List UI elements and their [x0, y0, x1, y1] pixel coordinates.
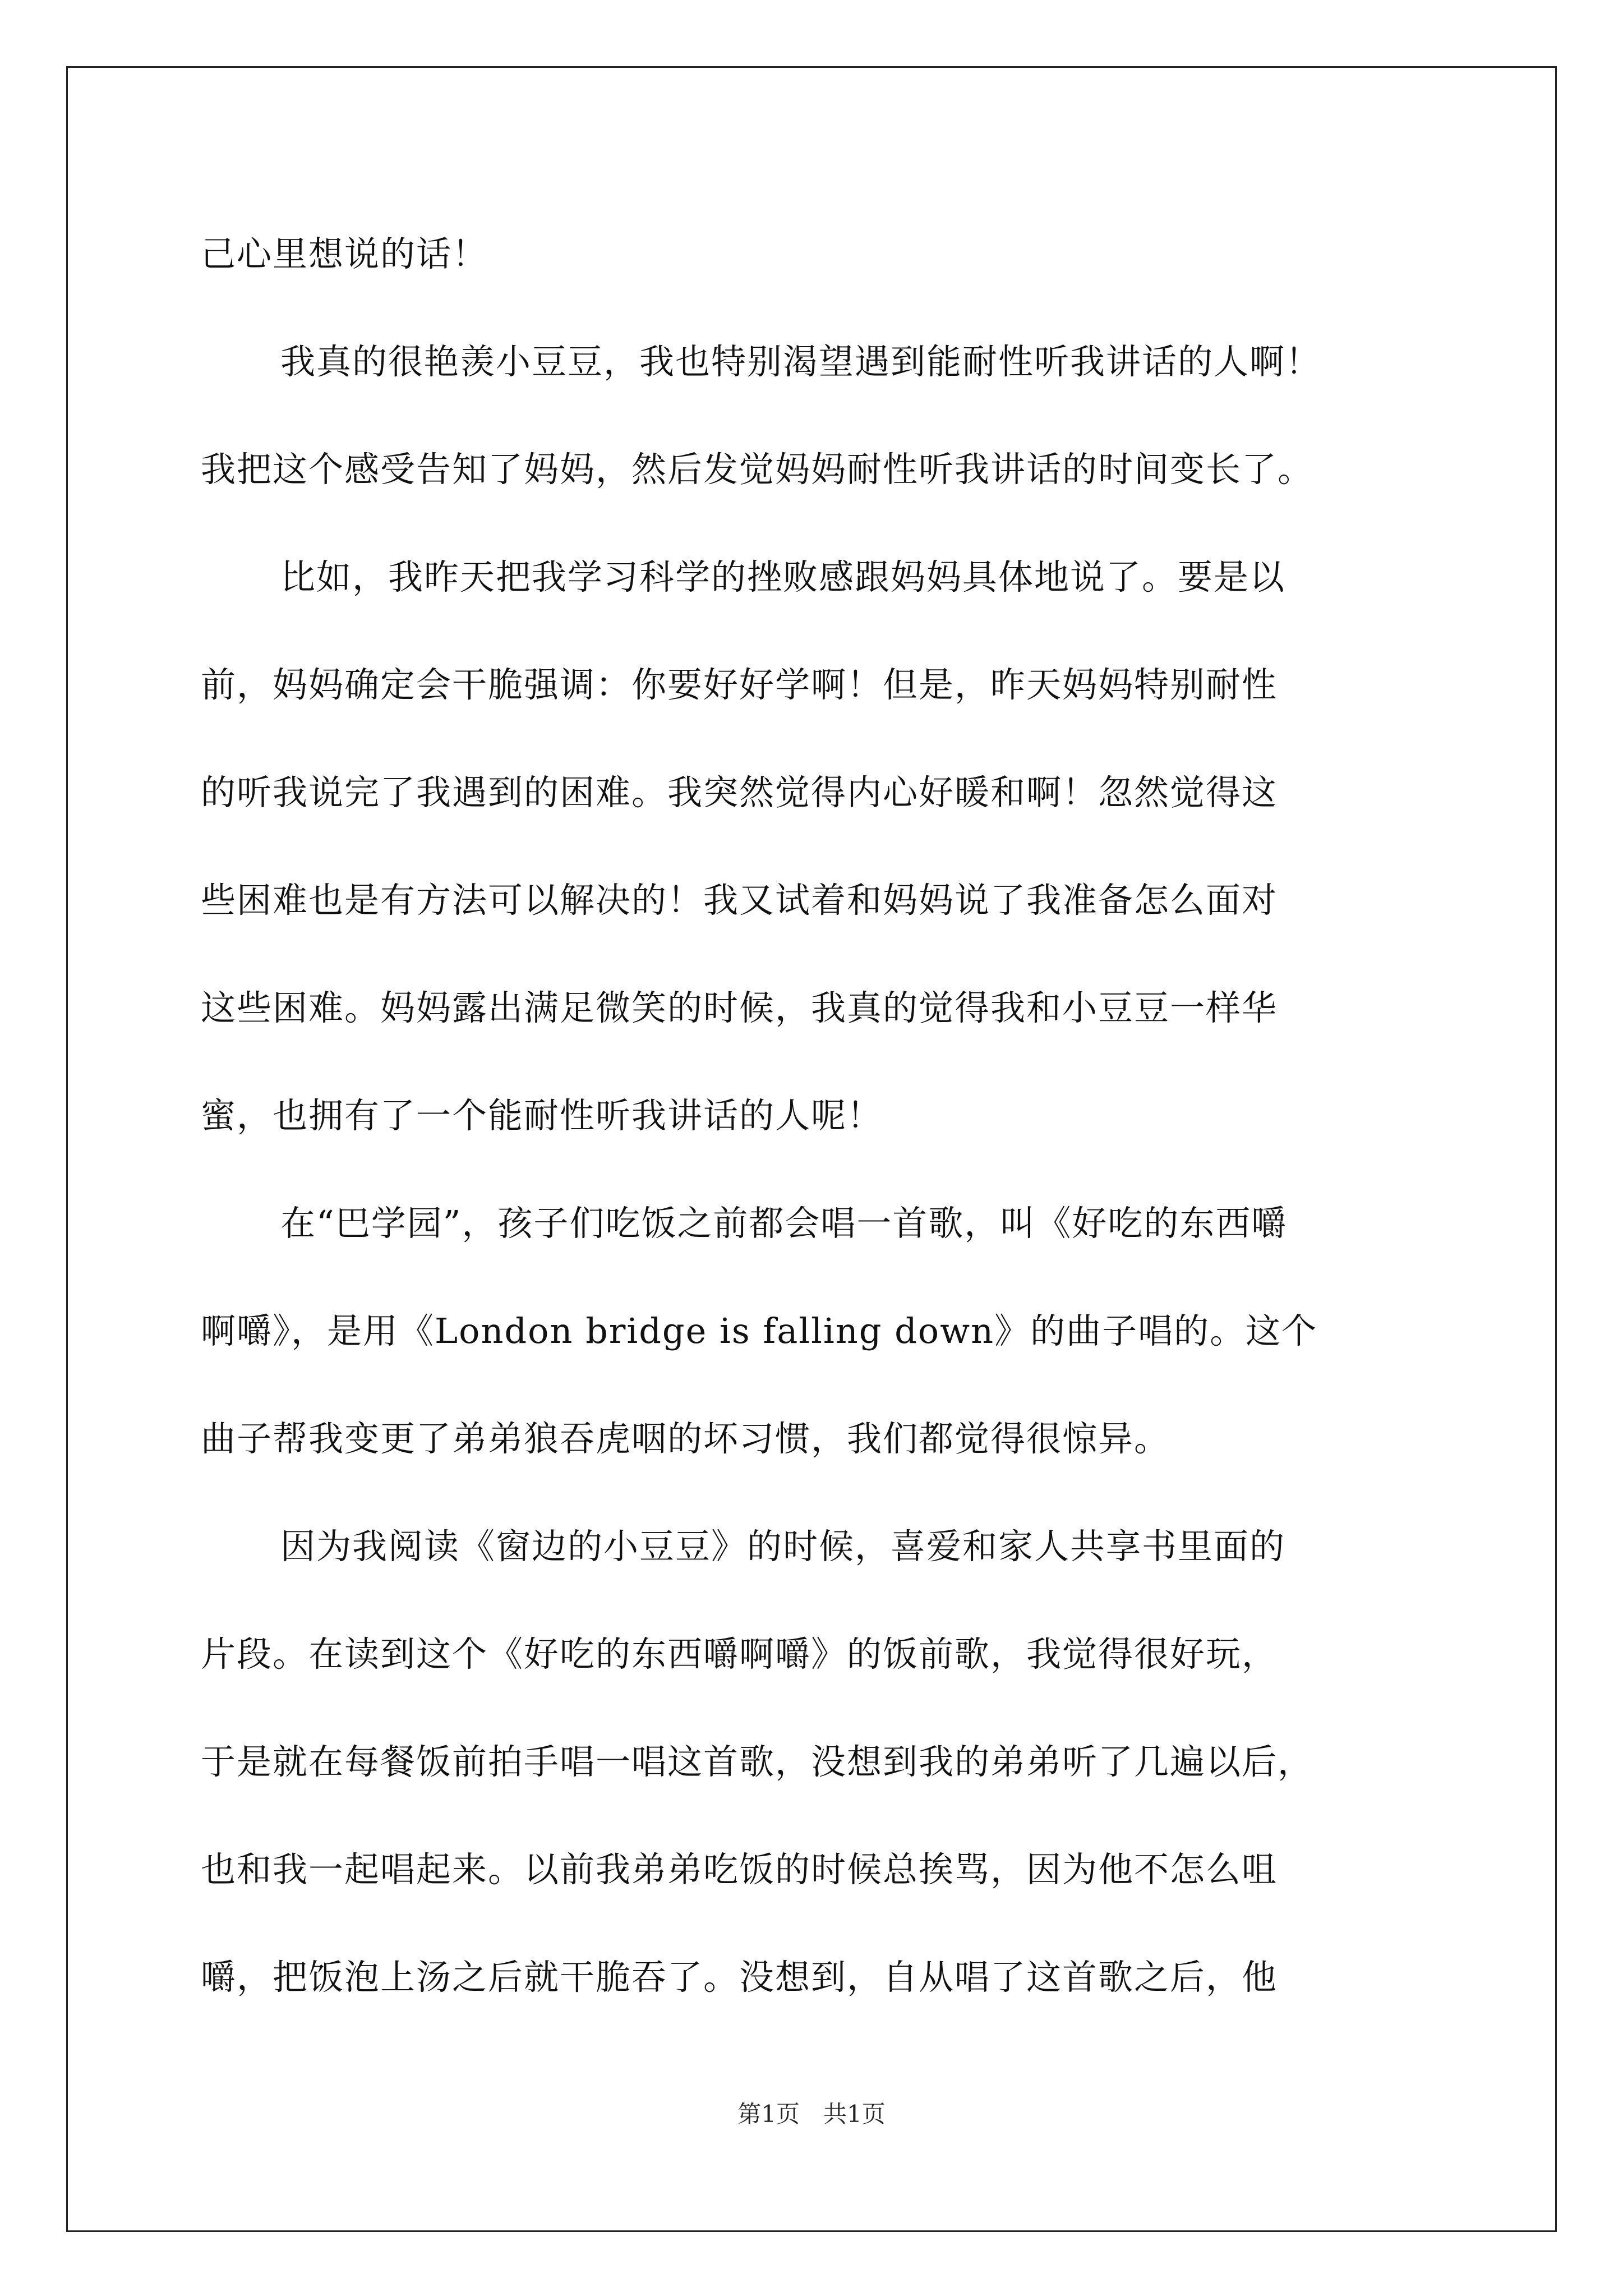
text-line: 因为我阅读《窗边的小豆豆》的时候，喜爱和家人共享书里面的	[280, 1526, 1286, 1567]
text-line: 的听我说完了我遇到的困难。我突然觉得内心好暖和啊！忽然觉得这	[201, 772, 1278, 813]
page-footer: 第1页 共1页	[737, 2100, 886, 2128]
text-line: 比如，我昨天把我学习科学的挫败感跟妈妈具体地说了。要是以	[280, 556, 1286, 597]
text-line: 前，妈妈确定会干脆强调：你要好好学啊！但是，昨天妈妈特别耐性	[201, 664, 1278, 705]
text-line: 我真的很艳羡小豆豆，我也特别渴望遇到能耐性听我讲话的人啊！	[280, 341, 1322, 382]
text-line: 于是就在每餐饭前拍手唱一唱这首歌，没想到我的弟弟听了几遍以后，	[201, 1741, 1314, 1782]
text-line: 曲子帮我变更了弟弟狼吞虎咽的坏习惯，我们都觉得很惊异。	[201, 1418, 1170, 1459]
text-line: 这些困难。妈妈露出满足微笑的时候，我真的觉得我和小豆豆一样华	[201, 987, 1278, 1028]
text-line: 己心里想说的话！	[201, 233, 488, 274]
text-line: 也和我一起唱起来。以前我弟弟吃饭的时候总挨骂，因为他不怎么咀	[201, 1849, 1278, 1890]
text-line: 些困难也是有方法可以解决的！我又试着和妈妈说了我准备怎么面对	[201, 880, 1278, 921]
text-line: 我把这个感受告知了妈妈，然后发觉妈妈耐性听我讲话的时间变长了。	[201, 449, 1314, 490]
text-line: 在“巴学园”，孩子们吃饭之前都会唱一首歌，叫《好吃的东西嚼	[280, 1203, 1288, 1244]
text-line: 片段。在读到这个《好吃的东西嚼啊嚼》的饭前歌，我觉得很好玩，	[201, 1634, 1278, 1674]
text-line: 嚼，把饭泡上汤之后就干脆吞了。没想到，自从唱了这首歌之后，他	[201, 1957, 1278, 1998]
body-text	[201, 200, 1440, 2031]
text-line: 啊嚼》，是用《London bridge is falling down》的曲子唱的。这个	[201, 1310, 1318, 1351]
text-line: 蜜，也拥有了一个能耐性听我讲话的人呢！	[201, 1095, 883, 1136]
